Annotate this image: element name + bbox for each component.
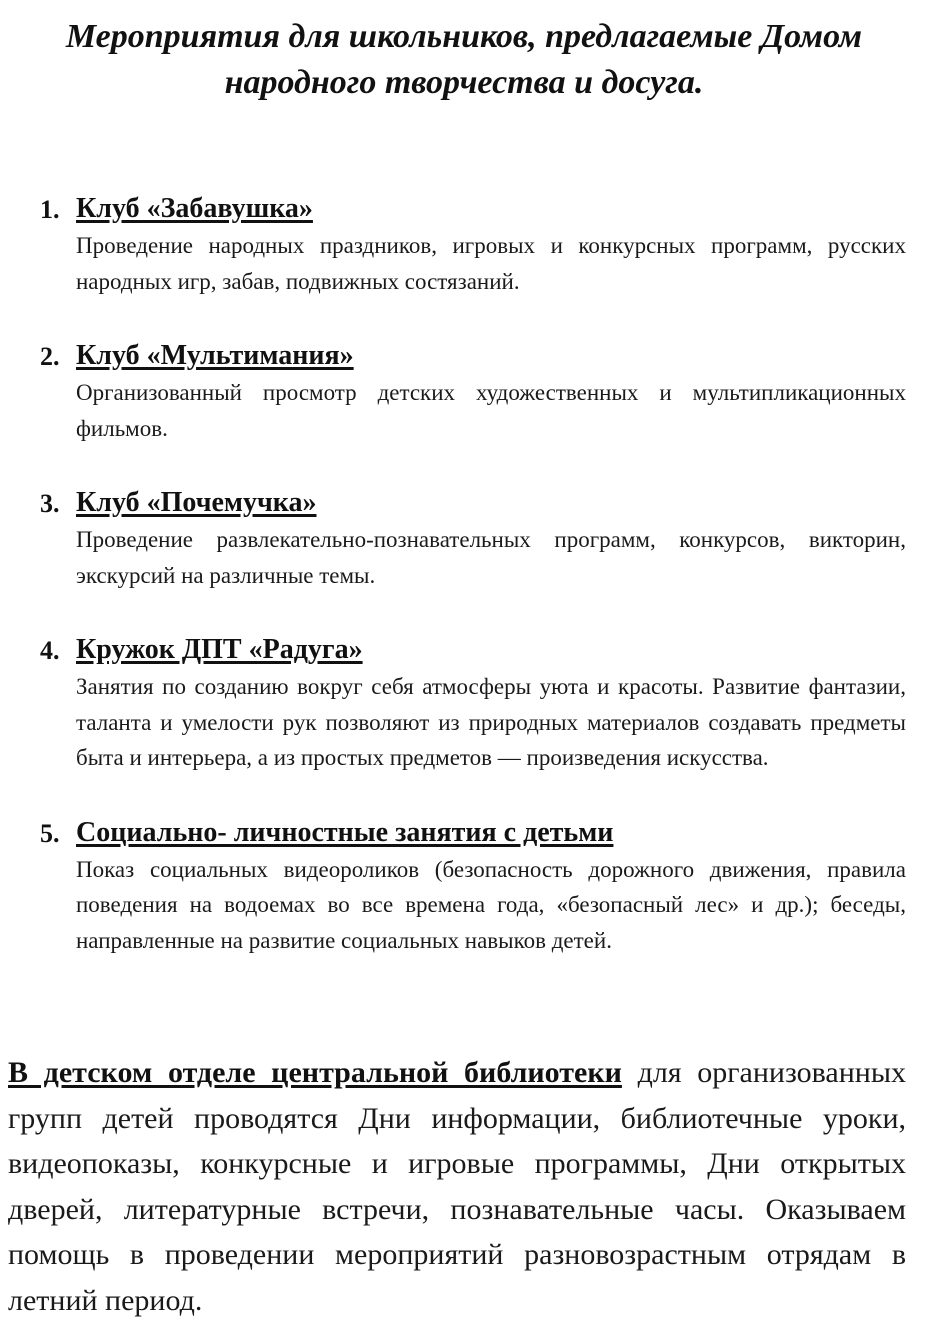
event-title bbox=[76, 814, 906, 852]
event-title bbox=[76, 337, 906, 375]
event-description: Показ социальных видеороликов (безопасность дорожного движения, правила поведения на водоемах во все времена года, «безопасный лес» и др.); беседы, направленные на развитие социальных навыков детей. bbox=[76, 856, 906, 953]
event-number: 5. bbox=[40, 818, 60, 848]
event-description: Проведение народных праздников, игровых и конкурсных программ, русских народных игр, забав, подвижных состязаний. bbox=[76, 233, 906, 294]
library-text: для организованных групп детей проводятся Дни информации, библиотечные уроки, видеопоказы, конкурсные и игровые программы, Дни открытых дверей, литературные встречи, познавательные часы. Оказываем помощь в проведении мероприятий разновозрастным отрядам в летний период. bbox=[8, 1056, 906, 1317]
event-title-text: Клуб «Почемучка» bbox=[76, 487, 317, 518]
event-description: Занятия по созданию вокруг себя атмосферы уюта и красоты. Развитие фантазии, таланта и умелости рук позволяют из природных материалов создавать предметы быта и интерьера, а из простых предметов — произведения искусства. bbox=[76, 674, 906, 770]
event-number: 3. bbox=[40, 489, 60, 518]
event-title-text: Клуб «Забавушка» bbox=[76, 193, 313, 224]
event-item-zabavushka bbox=[0, 190, 928, 299]
event-description: Проведение развлекательно-познавательных программ, конкурсов, викторин, экскурсий на различные темы. bbox=[76, 527, 906, 588]
event-item-pochemuchka bbox=[0, 484, 928, 593]
events-list bbox=[0, 190, 928, 996]
event-item-raduga bbox=[0, 631, 928, 776]
event-item-social bbox=[0, 814, 928, 959]
event-title bbox=[76, 484, 906, 522]
library-heading: В детском отделе центральной библиотеки bbox=[8, 1056, 622, 1089]
event-title bbox=[76, 190, 906, 228]
event-title-text: Кружок ДПТ «Радуга» bbox=[76, 634, 363, 665]
event-item-multimania bbox=[0, 337, 928, 446]
library-paragraph bbox=[8, 1050, 906, 1324]
page-title: Мероприятия для школьников, предлагаемые Домом народного творчества и досуга. bbox=[65, 18, 863, 101]
event-number: 2. bbox=[40, 342, 60, 371]
event-title bbox=[76, 631, 906, 669]
event-number: 1. bbox=[40, 195, 60, 224]
event-title-text: Социально- личностные занятия с детьми bbox=[76, 816, 614, 848]
event-description: Организованный просмотр детских художественных и мультипликационных фильмов. bbox=[76, 380, 906, 441]
event-title-text: Клуб «Мультимания» bbox=[76, 340, 354, 371]
event-number: 4. bbox=[40, 636, 60, 665]
